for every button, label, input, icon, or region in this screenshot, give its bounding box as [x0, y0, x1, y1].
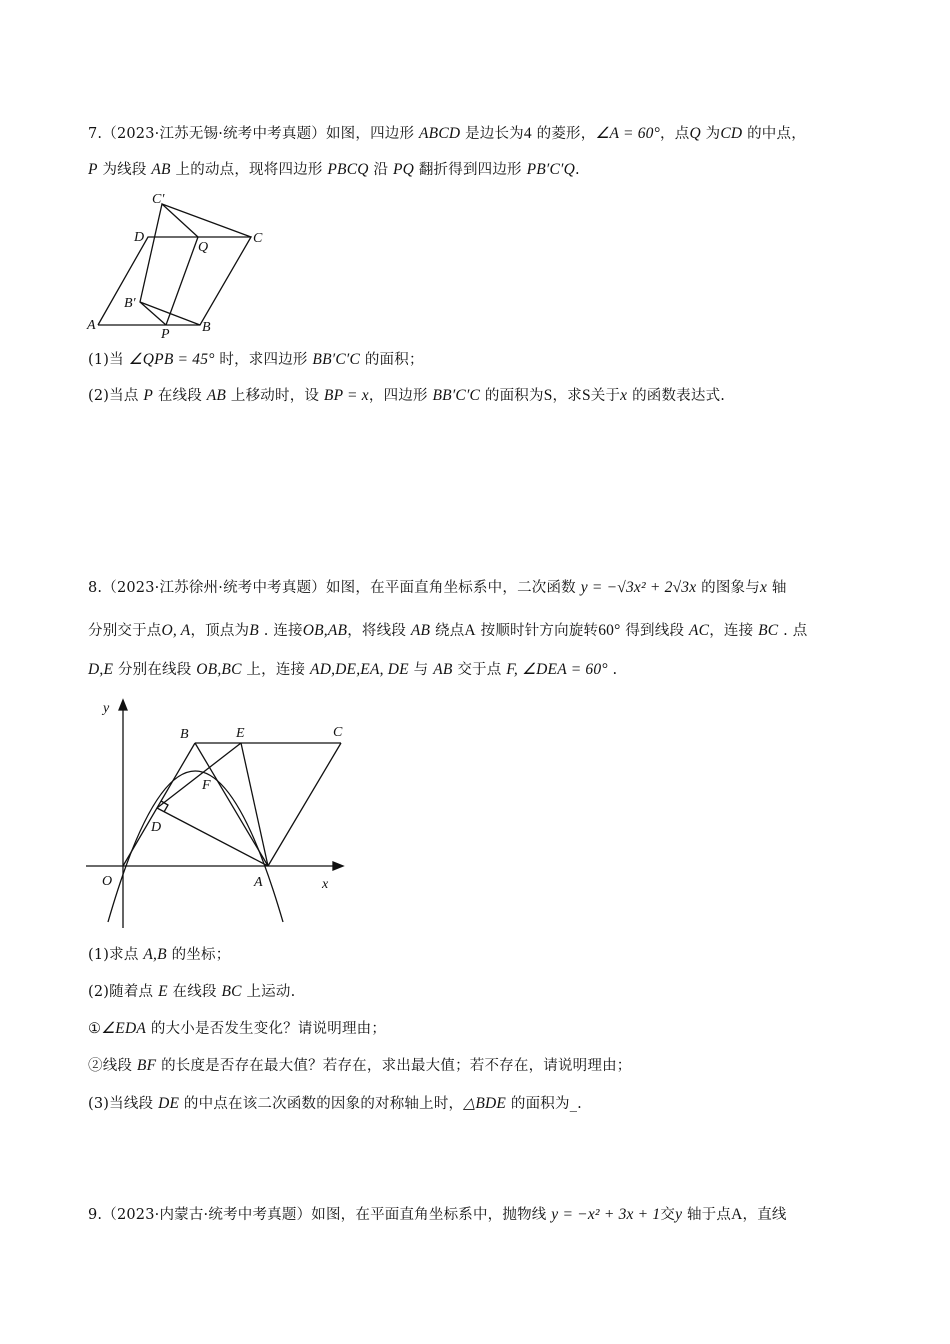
- label-a: A: [254, 875, 263, 890]
- label-p: P: [161, 327, 170, 342]
- label-f: F: [202, 778, 211, 793]
- math: B: [249, 622, 259, 639]
- text: 翻折得到四边形: [414, 162, 527, 178]
- text: 分别交于点: [88, 623, 162, 639]
- text: 沿: [368, 162, 393, 178]
- problem-8-question-2b: [88, 1056, 631, 1076]
- math: ∠A = 60°: [595, 125, 661, 142]
- text: ②线段: [88, 1058, 137, 1074]
- problem-9-stem-line-1: [88, 1205, 787, 1225]
- coordinate-figure: [86, 700, 343, 928]
- problem-number: 7.: [88, 126, 103, 142]
- label-b: B: [180, 727, 189, 742]
- text: ①: [88, 1021, 102, 1037]
- text: . 点: [778, 623, 808, 639]
- text: (1)当: [88, 352, 129, 368]
- text: 绕点: [430, 623, 465, 639]
- math: 60°: [598, 622, 621, 639]
- math: BC: [221, 983, 242, 1000]
- math: x: [759, 579, 768, 596]
- text: (2)随着点: [88, 984, 159, 1000]
- label-b: B: [202, 320, 211, 335]
- math: AB: [206, 387, 227, 404]
- text: ，连接: [709, 623, 759, 639]
- math: AB: [151, 161, 171, 178]
- text: 是边长为: [460, 126, 524, 142]
- text: 的面积；: [360, 352, 424, 368]
- text: (2)当点: [88, 388, 144, 404]
- math: y: [675, 1206, 683, 1223]
- math: P: [88, 161, 98, 178]
- text: ，点: [660, 126, 690, 142]
- text: 的坐标；: [166, 947, 231, 963]
- math: ABCD: [418, 125, 461, 142]
- math: 4: [523, 125, 532, 142]
- math: PB′C′Q: [526, 161, 576, 178]
- text: .: [575, 162, 580, 178]
- text: . 连接: [258, 623, 303, 639]
- text: 按顺时针方向旋转: [475, 623, 599, 639]
- axis-label-x: x: [322, 877, 329, 892]
- text: 的中点，: [742, 126, 806, 142]
- label-c: C: [333, 725, 343, 740]
- text: 的函数表达式.: [627, 388, 726, 404]
- problem-number: 8.: [88, 580, 103, 596]
- text: 如图，在平面直角坐标系中，二次函数: [325, 580, 581, 596]
- math: BB′C′C: [432, 387, 481, 404]
- text: 得到线段: [620, 623, 689, 639]
- math: O, A: [161, 622, 191, 639]
- text: 交: [660, 1207, 676, 1223]
- math: △BDE: [463, 1095, 507, 1112]
- text: (3)当线段: [88, 1096, 159, 1112]
- math: OB,BC: [196, 661, 242, 678]
- math: ∠QPB = 45°: [128, 351, 215, 368]
- text: 为线段: [97, 162, 152, 178]
- label-d: D: [151, 820, 162, 835]
- text: 的大小是否发生变化？请说明理由；: [146, 1021, 387, 1037]
- problem-8-stem-line-3: [88, 660, 617, 680]
- label-d: D: [134, 230, 145, 245]
- text: 分别在线段: [113, 662, 197, 678]
- text: 轴于点: [682, 1207, 732, 1223]
- text: ，四边形: [368, 388, 433, 404]
- text: ，将线段: [347, 623, 411, 639]
- math: F, ∠DEA = 60°: [506, 661, 608, 678]
- problem-number: 9.: [88, 1207, 103, 1223]
- problem-source: （2023·江苏无锡·统考中考真题）: [102, 126, 326, 142]
- problem-8-question-2: [88, 982, 295, 1002]
- text: .: [607, 662, 618, 678]
- label-b-prime: B′: [124, 296, 136, 311]
- math: y = −√3x² + 2√3x: [580, 579, 697, 596]
- text: 在线段: [153, 388, 207, 404]
- text: 的长度是否存在最大值？若存在，求出最大值；若不存在，请说明理由；: [156, 1058, 632, 1074]
- math: DE: [158, 1095, 180, 1112]
- problem-8-stem-line-1: [88, 578, 787, 598]
- text: 的面积为_.: [506, 1096, 582, 1112]
- text: ，求: [552, 388, 582, 404]
- math: AB: [410, 622, 431, 639]
- math: Q: [689, 125, 701, 142]
- math: D,E: [88, 661, 114, 678]
- text: ，顶点为: [190, 623, 250, 639]
- label-c-prime: C′: [152, 192, 165, 207]
- text: 关于: [590, 388, 621, 404]
- math: BB′C′C: [312, 351, 361, 368]
- text: 的菱形，: [531, 126, 596, 142]
- text: 如图，四边形: [325, 126, 419, 142]
- label-e: E: [236, 726, 245, 741]
- text: 在线段: [167, 984, 222, 1000]
- math: S: [543, 387, 553, 404]
- problem-source: （2023·江苏徐州·统考中考真题）: [102, 580, 326, 596]
- text: ，直线: [742, 1207, 787, 1223]
- text: 上移动时，设: [226, 388, 324, 404]
- math: AD,DE,EA, DE: [310, 661, 409, 678]
- math: ∠EDA: [101, 1020, 147, 1037]
- problem-8-stem-line-2: [88, 621, 807, 641]
- math: OB,AB: [302, 622, 348, 639]
- label-a: A: [87, 318, 96, 333]
- math: S: [581, 387, 591, 404]
- math: AC: [688, 622, 710, 639]
- axis-label-y: y: [103, 701, 110, 716]
- label-c: C: [253, 231, 263, 246]
- text: 上运动.: [241, 984, 296, 1000]
- text: 的图象与: [696, 580, 760, 596]
- math: y = −x² + 3x + 1: [551, 1206, 661, 1223]
- text: 为: [700, 126, 721, 142]
- problem-8-question-3: [88, 1094, 582, 1114]
- math: x: [620, 387, 628, 404]
- math: BC: [758, 622, 779, 639]
- text: 的面积为: [480, 388, 544, 404]
- problem-source: （2023·内蒙古·统考中考真题）: [102, 1207, 312, 1223]
- math: AB: [433, 661, 453, 678]
- math: A,B: [143, 946, 167, 963]
- math: P: [143, 387, 154, 404]
- text: 如图，在平面直角坐标系中，抛物线: [311, 1207, 552, 1223]
- text: (1)求点: [88, 947, 144, 963]
- text: 交于点: [452, 662, 507, 678]
- math: PBCQ: [327, 161, 369, 178]
- text: 与: [408, 662, 434, 678]
- math: E: [158, 983, 168, 1000]
- math: A: [731, 1206, 743, 1223]
- math: BP = x: [323, 387, 369, 404]
- math: PQ: [392, 161, 415, 178]
- problem-7-question-1: [88, 350, 424, 370]
- problem-8-question-1: [88, 945, 230, 965]
- math: BF: [136, 1057, 157, 1074]
- math: CD: [720, 125, 743, 142]
- text: 的中点在该二次函数的因象的对称轴上时，: [179, 1096, 464, 1112]
- problem-7-question-2: [88, 386, 725, 406]
- text: 轴: [767, 580, 787, 596]
- label-o: O: [102, 874, 113, 889]
- problem-8-question-2a: [88, 1019, 386, 1039]
- math: A: [464, 622, 476, 639]
- label-q: Q: [198, 240, 209, 255]
- text: 上，连接: [241, 662, 311, 678]
- text: 时，求四边形: [214, 352, 313, 368]
- text: 上的动点，现将四边形: [170, 162, 328, 178]
